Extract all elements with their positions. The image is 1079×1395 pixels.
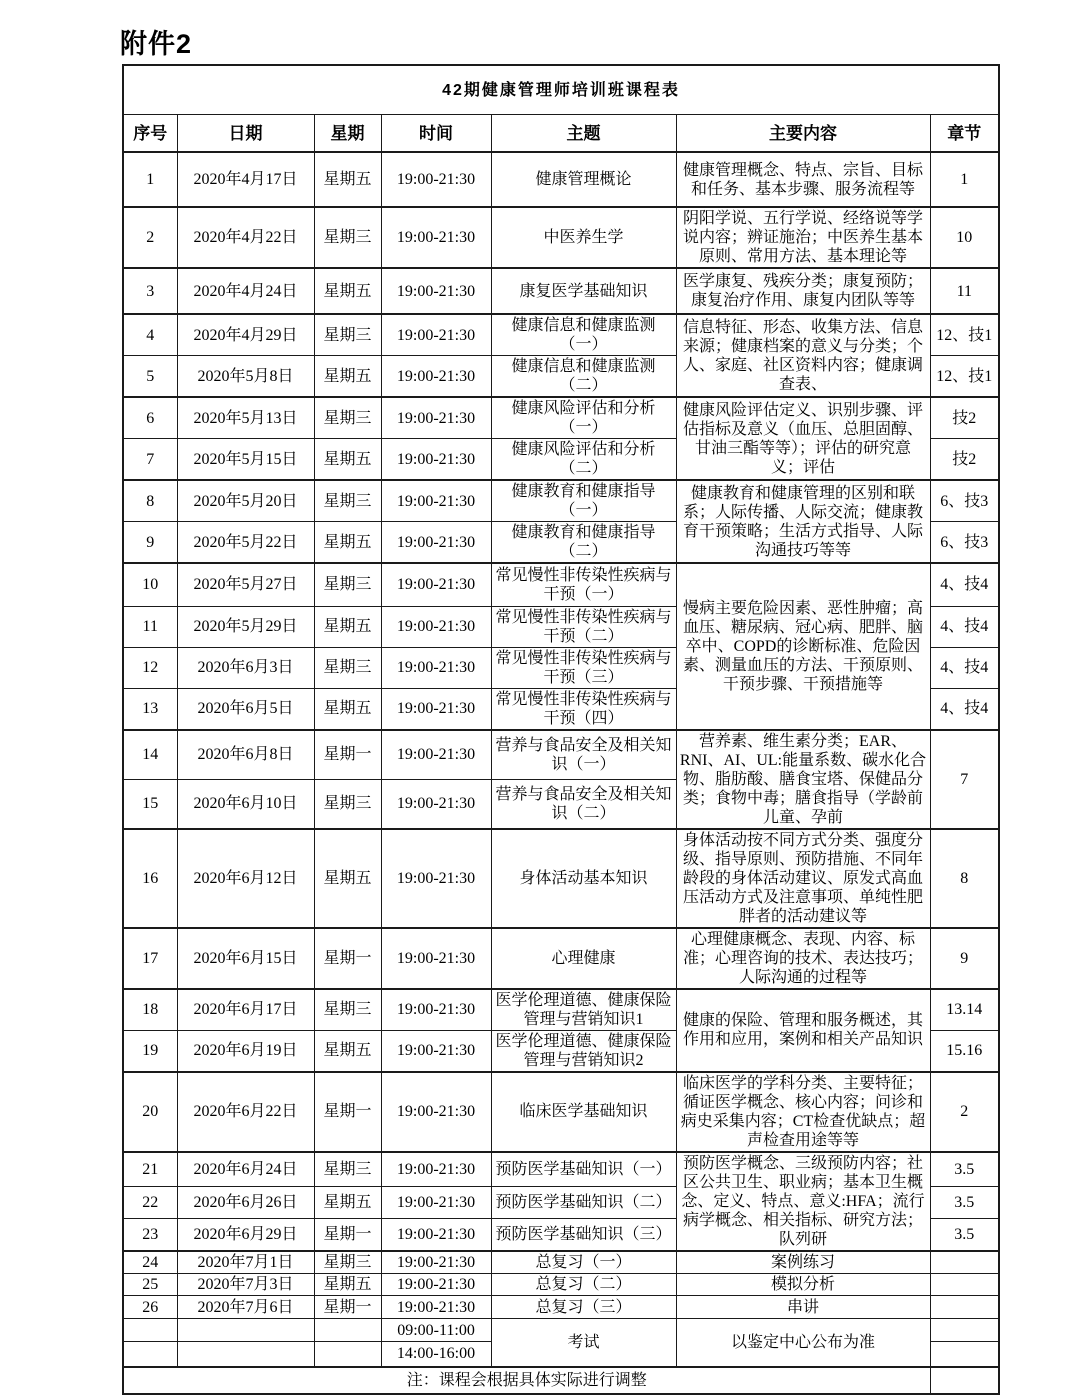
cell-chapter — [930, 1251, 999, 1274]
cell-date: 2020年5月15日 — [177, 439, 314, 481]
cell-time: 19:00-21:30 — [381, 439, 491, 481]
header-topic: 主题 — [491, 115, 676, 153]
cell-no: 12 — [123, 647, 177, 688]
cell-chapter: 8 — [930, 829, 999, 928]
cell-weekday: 星期一 — [314, 1218, 381, 1250]
cell-date: 2020年6月12日 — [177, 829, 314, 928]
cell-date: 2020年6月10日 — [177, 779, 314, 829]
cell-content: 案例练习 — [676, 1251, 930, 1274]
cell-date: 2020年4月17日 — [177, 152, 314, 207]
cell-weekday: 星期三 — [314, 989, 381, 1031]
cell-chapter: 7 — [930, 730, 999, 829]
cell-no: 24 — [123, 1251, 177, 1274]
cell-chapter: 11 — [930, 268, 999, 314]
cell-chapter — [930, 1274, 999, 1296]
cell-date: 2020年5月22日 — [177, 522, 314, 564]
cell-topic: 营养与食品安全及相关知识（一） — [491, 730, 676, 780]
header-row — [123, 115, 999, 153]
cell-time: 19:00-21:30 — [381, 1274, 491, 1296]
table-row — [123, 397, 999, 439]
cell-chapter: 4、技4 — [930, 606, 999, 647]
cell-weekday: 星期五 — [314, 268, 381, 314]
cell-date: 2020年6月3日 — [177, 647, 314, 688]
cell-chapter: 12、技1 — [930, 314, 999, 356]
cell-date: 2020年5月29日 — [177, 606, 314, 647]
cell-weekday: 星期三 — [314, 314, 381, 356]
cell-weekday: 星期五 — [314, 522, 381, 564]
cell-date: 2020年5月27日 — [177, 563, 314, 606]
cell-chapter: 6、技3 — [930, 480, 999, 522]
cell-topic: 健康信息和健康监测（一） — [491, 314, 676, 356]
table-row — [123, 730, 999, 780]
cell-topic: 身体活动基本知识 — [491, 829, 676, 928]
cell-weekday: 星期三 — [314, 647, 381, 688]
cell-weekday: 星期五 — [314, 439, 381, 481]
cell-topic: 营养与食品安全及相关知识（二） — [491, 779, 676, 829]
cell-weekday: 星期三 — [314, 397, 381, 439]
cell-date: 2020年7月6日 — [177, 1296, 314, 1319]
cell-no: 15 — [123, 779, 177, 829]
cell-topic: 健康风险评估和分析（一） — [491, 397, 676, 439]
table-title: 42期健康管理师培训班课程表 — [123, 65, 999, 115]
cell-content: 模拟分析 — [676, 1274, 930, 1296]
cell-content: 健康管理概念、特点、宗旨、目标和任务、基本步骤、服务流程等 — [676, 152, 930, 207]
cell-topic: 预防医学基础知识（一） — [491, 1152, 676, 1187]
cell-time: 19:00-21:30 — [381, 688, 491, 730]
cell-date: 2020年5月13日 — [177, 397, 314, 439]
cell-no: 4 — [123, 314, 177, 356]
cell-date: 2020年6月8日 — [177, 730, 314, 780]
cell-topic: 常见慢性非传染性疾病与干预（一） — [491, 563, 676, 606]
cell-content: 健康风险评估定义、识别步骤、评估指标及意义（血压、总胆固醇、甘油三酯等等）；评估的研究意义；评估 — [676, 397, 930, 480]
title-row — [123, 65, 999, 115]
cell-date: 2020年7月1日 — [177, 1251, 314, 1274]
header-no: 序号 — [123, 115, 177, 153]
cell-time: 19:00-21:30 — [381, 1186, 491, 1218]
cell-topic: 总复习（三） — [491, 1296, 676, 1319]
cell-date: 2020年6月26日 — [177, 1186, 314, 1218]
cell-topic: 预防医学基础知识（二） — [491, 1186, 676, 1218]
cell-weekday — [314, 1319, 381, 1342]
table-row — [123, 268, 999, 314]
cell-weekday: 星期五 — [314, 1186, 381, 1218]
cell-content: 慢病主要危险因素、恶性肿瘤；高血压、糖尿病、冠心病、肥胖、脑卒中、COPD的诊断标准、危险因素、测量血压的方法、干预原则、干预步骤、干预措施等 — [676, 563, 930, 730]
cell-chapter — [930, 1319, 999, 1342]
cell-time: 19:00-21:30 — [381, 522, 491, 564]
exam-row — [123, 1319, 999, 1342]
cell-topic: 常见慢性非传染性疾病与干预（二） — [491, 606, 676, 647]
cell-date: 2020年7月3日 — [177, 1274, 314, 1296]
cell-weekday: 星期五 — [314, 152, 381, 207]
table-row — [123, 314, 999, 356]
cell-time: 19:00-21:30 — [381, 356, 491, 398]
cell-chapter: 4、技4 — [930, 647, 999, 688]
cell-no: 22 — [123, 1186, 177, 1218]
cell-chapter: 4、技4 — [930, 563, 999, 606]
header-date: 日期 — [177, 115, 314, 153]
cell-content: 身体活动按不同方式分类、强度分级、指导原则、预防措施、不同年龄段的身体活动建议、原发式高血压活动方式及注意事项、单纯性肥胖者的活动建议等 — [676, 829, 930, 928]
cell-no: 21 — [123, 1152, 177, 1187]
cell-topic: 考试 — [491, 1319, 676, 1367]
table-row — [123, 1072, 999, 1152]
cell-no: 3 — [123, 268, 177, 314]
cell-topic: 心理健康 — [491, 928, 676, 989]
cell-weekday: 星期一 — [314, 928, 381, 989]
cell-chapter: 技2 — [930, 397, 999, 439]
table-row — [123, 1274, 999, 1296]
header-content: 主要内容 — [676, 115, 930, 153]
cell-content: 营养素、维生素分类；EAR、RNI、AI、UL:能量系数、碳水化合物、脂肪酸、膳食宝塔、保健品分类；食物中毒；膳食指导（学龄前儿童、孕前 — [676, 730, 930, 829]
cell-no: 8 — [123, 480, 177, 522]
cell-no — [123, 1319, 177, 1342]
cell-topic: 中医养生学 — [491, 207, 676, 268]
cell-weekday: 星期一 — [314, 730, 381, 780]
cell-no — [123, 1342, 177, 1367]
cell-time: 19:00-21:30 — [381, 606, 491, 647]
cell-date: 2020年5月20日 — [177, 480, 314, 522]
table-row — [123, 1296, 999, 1319]
cell-chapter: 13.14 — [930, 989, 999, 1031]
cell-date: 2020年5月8日 — [177, 356, 314, 398]
cell-content: 以鉴定中心公布为准 — [676, 1319, 930, 1367]
cell-date: 2020年6月22日 — [177, 1072, 314, 1152]
header-time: 时间 — [381, 115, 491, 153]
cell-content: 临床医学的学科分类、主要特征；循证医学概念、核心内容；问诊和病史采集内容；CT检查优缺点；超声检查用途等等 — [676, 1072, 930, 1152]
cell-chapter: 6、技3 — [930, 522, 999, 564]
cell-time: 19:00-21:30 — [381, 1072, 491, 1152]
cell-topic: 健康信息和健康监测（二） — [491, 356, 676, 398]
cell-time: 19:00-21:30 — [381, 829, 491, 928]
table-row — [123, 1251, 999, 1274]
cell-chapter — [930, 1296, 999, 1319]
cell-chapter: 4、技4 — [930, 688, 999, 730]
cell-time: 19:00-21:30 — [381, 647, 491, 688]
cell-weekday: 星期五 — [314, 606, 381, 647]
cell-no: 13 — [123, 688, 177, 730]
cell-chapter: 15.16 — [930, 1030, 999, 1072]
note-row — [123, 1367, 999, 1394]
cell-topic: 常见慢性非传染性疾病与干预（三） — [491, 647, 676, 688]
cell-no: 18 — [123, 989, 177, 1031]
cell-date: 2020年6月24日 — [177, 1152, 314, 1187]
cell-chapter: 12、技1 — [930, 356, 999, 398]
cell-date: 2020年6月19日 — [177, 1030, 314, 1072]
cell-no: 7 — [123, 439, 177, 481]
table-row — [123, 563, 999, 606]
cell-no: 6 — [123, 397, 177, 439]
cell-no: 11 — [123, 606, 177, 647]
header-chapter: 章节 — [930, 115, 999, 153]
cell-weekday: 星期五 — [314, 829, 381, 928]
cell-chapter: 3.5 — [930, 1218, 999, 1250]
cell-no: 1 — [123, 152, 177, 207]
cell-time: 19:00-21:30 — [381, 928, 491, 989]
cell-date — [177, 1319, 314, 1342]
header-weekday: 星期 — [314, 115, 381, 153]
cell-no: 19 — [123, 1030, 177, 1072]
cell-weekday: 星期三 — [314, 1152, 381, 1187]
cell-topic: 医学伦理道德、健康保险管理与营销知识2 — [491, 1030, 676, 1072]
cell-no: 23 — [123, 1218, 177, 1250]
cell-no: 5 — [123, 356, 177, 398]
cell-time: 19:00-21:30 — [381, 989, 491, 1031]
cell-chapter: 10 — [930, 207, 999, 268]
table-row — [123, 829, 999, 928]
cell-weekday: 星期三 — [314, 563, 381, 606]
cell-content: 医学康复、残疾分类；康复预防；康复治疗作用、康复内团队等等 — [676, 268, 930, 314]
cell-weekday: 星期五 — [314, 1274, 381, 1296]
cell-topic: 健康管理概论 — [491, 152, 676, 207]
cell-content: 串讲 — [676, 1296, 930, 1319]
cell-weekday: 星期五 — [314, 688, 381, 730]
cell-no: 14 — [123, 730, 177, 780]
table-row — [123, 152, 999, 207]
cell-chapter: 3.5 — [930, 1186, 999, 1218]
cell-topic: 总复习（一） — [491, 1251, 676, 1274]
cell-date: 2020年6月17日 — [177, 989, 314, 1031]
cell-no: 10 — [123, 563, 177, 606]
cell-time: 14:00-16:00 — [381, 1342, 491, 1367]
cell-date: 2020年4月29日 — [177, 314, 314, 356]
cell-weekday: 星期三 — [314, 207, 381, 268]
cell-no: 17 — [123, 928, 177, 989]
cell-weekday — [314, 1342, 381, 1367]
cell-no: 16 — [123, 829, 177, 928]
cell-date — [177, 1342, 314, 1367]
table-row — [123, 928, 999, 989]
cell-topic: 健康教育和健康指导（二） — [491, 522, 676, 564]
cell-time: 19:00-21:30 — [381, 268, 491, 314]
cell-time: 19:00-21:30 — [381, 397, 491, 439]
cell-date: 2020年6月15日 — [177, 928, 314, 989]
table-row — [123, 1152, 999, 1187]
cell-weekday: 星期五 — [314, 1030, 381, 1072]
cell-date: 2020年4月24日 — [177, 268, 314, 314]
cell-weekday: 星期一 — [314, 1296, 381, 1319]
course-table — [122, 64, 1000, 1395]
cell-chapter: 9 — [930, 928, 999, 989]
cell-time: 19:00-21:30 — [381, 1218, 491, 1250]
cell-time: 19:00-21:30 — [381, 1030, 491, 1072]
table-row — [123, 989, 999, 1031]
cell-content: 健康的保险、管理和服务概述，其作用和应用，案例和相关产品知识 — [676, 989, 930, 1072]
cell-topic: 预防医学基础知识（三） — [491, 1218, 676, 1250]
cell-date: 2020年4月22日 — [177, 207, 314, 268]
cell-content: 健康教育和健康管理的区别和联系；人际传播、人际交流；健康教育干预策略；生活方式指导、人际沟通技巧等等 — [676, 480, 930, 563]
cell-date: 2020年6月29日 — [177, 1218, 314, 1250]
cell-time: 19:00-21:30 — [381, 207, 491, 268]
cell-no: 20 — [123, 1072, 177, 1152]
cell-chapter — [930, 1342, 999, 1367]
cell-weekday: 星期五 — [314, 356, 381, 398]
cell-content: 信息特征、形态、收集方法、信息来源；健康档案的意义与分类；个人、家庭、社区资料内容；健康调查表、 — [676, 314, 930, 397]
cell-time: 19:00-21:30 — [381, 1251, 491, 1274]
cell-topic: 健康教育和健康指导（一） — [491, 480, 676, 522]
cell-content: 阴阳学说、五行学说、经络说等学说内容；辨证施治；中医养生基本原则、常用方法、基本理论等 — [676, 207, 930, 268]
cell-content: 预防医学概念、三级预防内容；社区公共卫生、职业病；基本卫生概念、定义、特点、意义:HFA；流行病学概念、相关指标、研究方法；队列研 — [676, 1152, 930, 1251]
cell-chapter: 1 — [930, 152, 999, 207]
cell-no: 26 — [123, 1296, 177, 1319]
cell-chapter: 技2 — [930, 439, 999, 481]
cell-weekday: 星期三 — [314, 480, 381, 522]
cell-no: 25 — [123, 1274, 177, 1296]
cell-weekday: 星期一 — [314, 1072, 381, 1152]
cell-topic: 总复习（二） — [491, 1274, 676, 1296]
cell-topic: 健康风险评估和分析（二） — [491, 439, 676, 481]
cell-topic: 常见慢性非传染性疾病与干预（四） — [491, 688, 676, 730]
note-empty-cell — [930, 1367, 999, 1394]
table-row — [123, 207, 999, 268]
cell-time: 19:00-21:30 — [381, 480, 491, 522]
note-text: 注：课程会根据具体实际进行调整 — [123, 1367, 930, 1394]
cell-time: 19:00-21:30 — [381, 152, 491, 207]
cell-time: 19:00-21:30 — [381, 563, 491, 606]
cell-time: 19:00-21:30 — [381, 1296, 491, 1319]
cell-time: 19:00-21:30 — [381, 314, 491, 356]
cell-no: 9 — [123, 522, 177, 564]
cell-time: 19:00-21:30 — [381, 1152, 491, 1187]
cell-chapter: 2 — [930, 1072, 999, 1152]
cell-content: 心理健康概念、表现、内容、标准；心理咨询的技术、表达技巧；人际沟通的过程等 — [676, 928, 930, 989]
cell-time: 19:00-21:30 — [381, 730, 491, 780]
attachment-label: 附件2 — [120, 29, 193, 59]
cell-date: 2020年6月5日 — [177, 688, 314, 730]
cell-no: 2 — [123, 207, 177, 268]
cell-topic: 临床医学基础知识 — [491, 1072, 676, 1152]
cell-time: 19:00-21:30 — [381, 779, 491, 829]
table-row — [123, 480, 999, 522]
cell-topic: 康复医学基础知识 — [491, 268, 676, 314]
cell-chapter: 3.5 — [930, 1152, 999, 1187]
cell-topic: 医学伦理道德、健康保险管理与营销知识1 — [491, 989, 676, 1031]
cell-weekday: 星期三 — [314, 779, 381, 829]
cell-weekday: 星期三 — [314, 1251, 381, 1274]
cell-time: 09:00-11:00 — [381, 1319, 491, 1342]
